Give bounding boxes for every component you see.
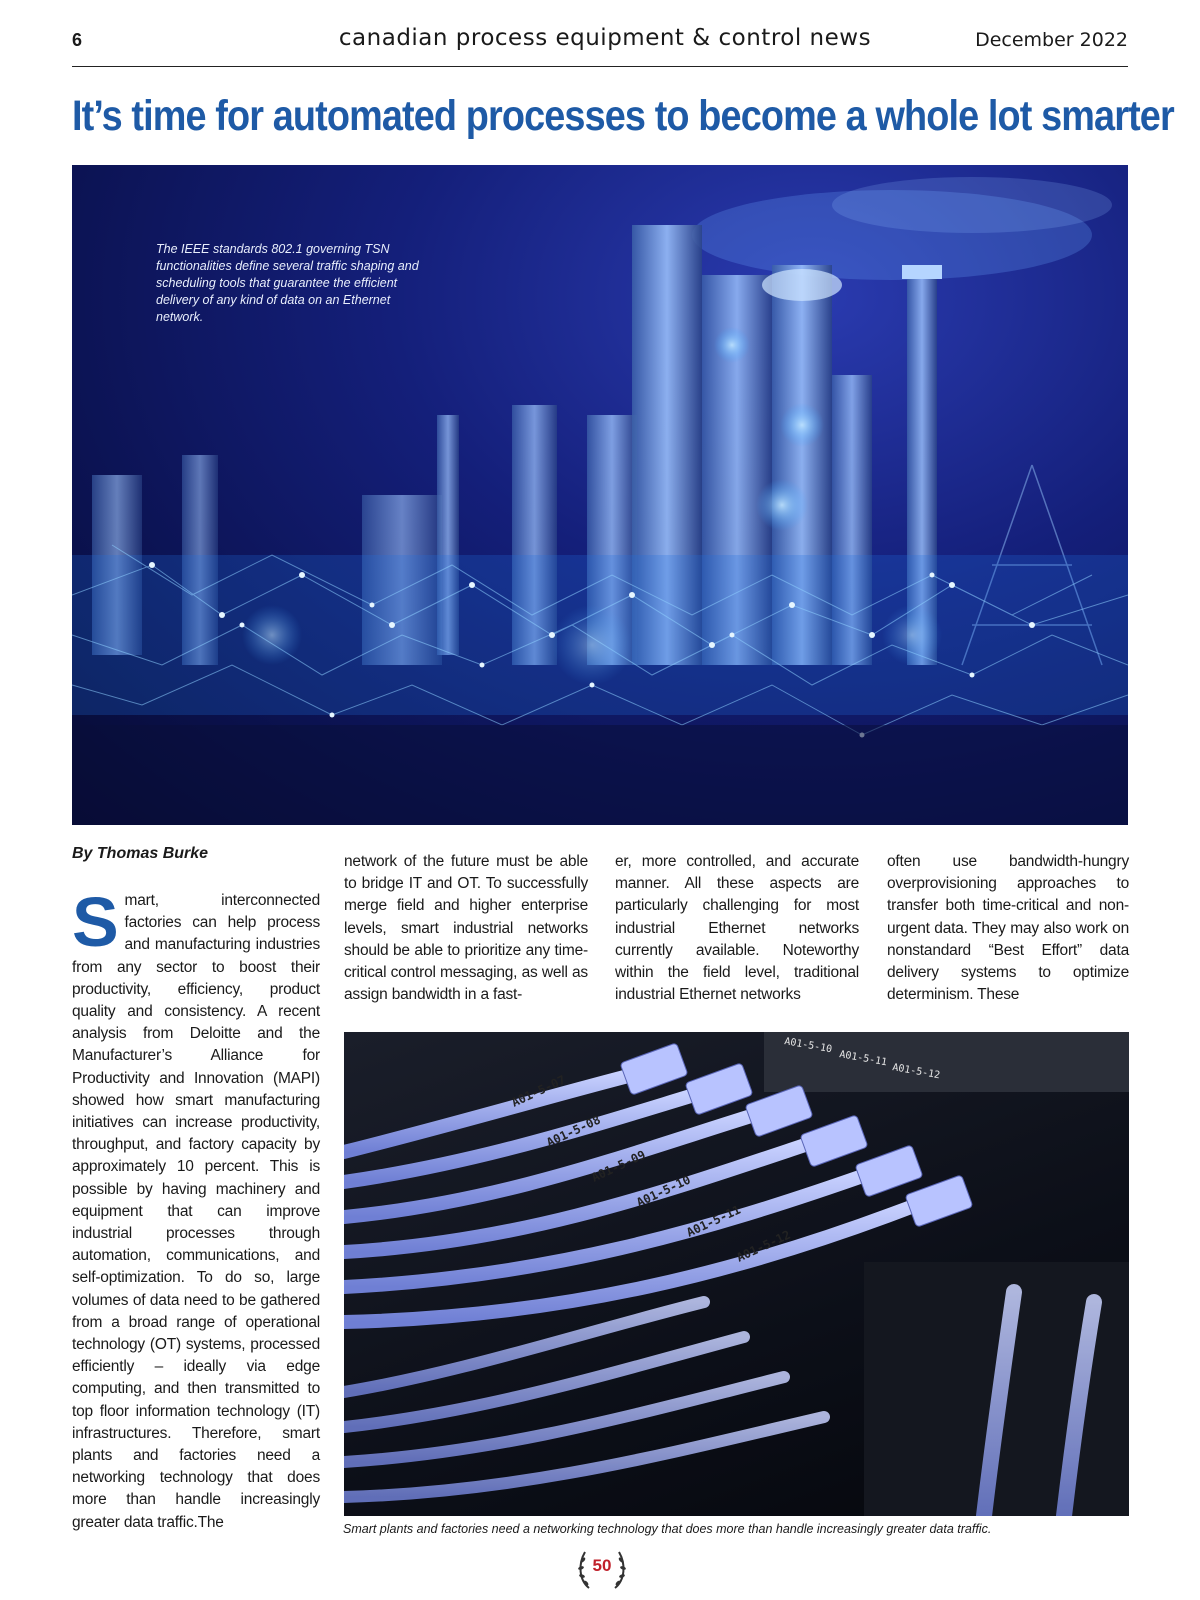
page-number: 6 xyxy=(72,30,83,50)
body-column-1 xyxy=(72,883,320,1534)
body-column-2: network of the future must be able to bridge IT and OT. To successfully merge field and higher enterprise levels, smart industrial networks should be able to prioritize any time-critical control messaging, as well as assign bandwidth in a fast- xyxy=(344,853,588,1004)
port-label: A01-5-11 xyxy=(838,1049,888,1069)
hero-image xyxy=(72,165,1128,825)
body-column-3: er, more controlled, and accurate manner. All these aspects are particularly challenging for most industrial Ethernet networks currently available. Noteworthy within the field level, traditional industrial Ethernet networks xyxy=(615,853,859,1004)
port-label: A01-5-10 xyxy=(783,1036,833,1056)
headline: It’s time for automated processes to become a whole lot smarter xyxy=(72,92,1174,140)
patch-cables-illustration xyxy=(344,1032,1129,1516)
header-rule xyxy=(72,66,1128,67)
publication-name: canadian process equipment & control news xyxy=(338,25,872,51)
hero-caption: The IEEE standards 802.1 governing TSN functionalities define several traffic shaping and scheduling tools that guarantee the efficient delivery of any kind of data on an Ethernet network. xyxy=(156,242,419,324)
port-label: A01-5-12 xyxy=(891,1062,941,1082)
body-column-4: often use bandwidth-hungry overprovisioning approaches to transfer both time-critical and non-urgent data. They may also work on nonstandard “Best Effort” data delivery systems to optimize determinism. These xyxy=(887,853,1129,1004)
cable-label: A01-5-08 xyxy=(544,1112,603,1150)
cable-label: A01-5-11 xyxy=(684,1202,743,1240)
drop-cap: S xyxy=(72,883,119,961)
issue-date: December 2022 xyxy=(975,29,1128,51)
cable-label: A01-5-09 xyxy=(589,1147,648,1185)
badge-number: 50 xyxy=(592,1556,612,1575)
cable-label: A01-5-12 xyxy=(734,1227,793,1265)
byline: By Thomas Burke xyxy=(72,845,209,862)
cable-label: A01-5-10 xyxy=(634,1172,693,1210)
photo-caption: Smart plants and factories need a networking technology that does more than handle increasingly greater data traffic. xyxy=(343,1522,992,1536)
body-column-1-text: mart, interconnected factories can help process and manufacturing industries from any sector to boost their productivity, efficiency, product quality and consistency. A recent analysis from Deloitte and the Manufacturer’s Alliance for Productivity and Innovation (MAPI) showed how smart manufacturing initiatives can increase productivity, throughput, and factory capacity by approximately 10 percent. This is possible by having machinery and equipment that can improve industrial processes through automation, communications, and self-optimization. To do so, large volumes of data need to be gathered from a broad range of operational technology (OT) systems, processed efficiently – ideally via edge computing, and then transmitted to top floor information technology (IT) infrastructures. Therefore, smart plants and factories need a networking technology that does more than handle increasingly greater data traffic.The xyxy=(72,892,320,1531)
cable-label: A01-5-07 xyxy=(509,1072,568,1110)
network-cables-photo xyxy=(344,1032,1129,1516)
anniversary-badge xyxy=(575,1544,629,1594)
